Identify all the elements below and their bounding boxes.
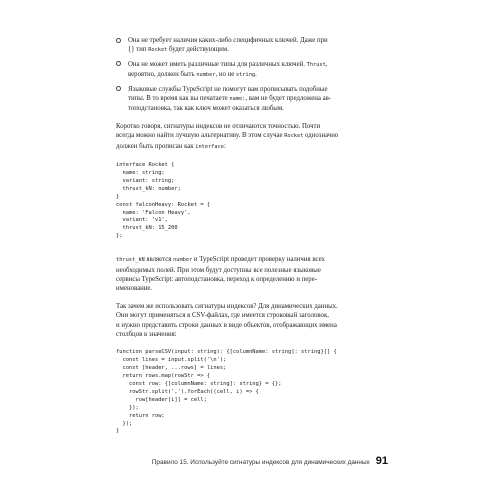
running-footer-title: Правило 15. Используйте сигнатуры индексов для динамических данных bbox=[151, 459, 370, 466]
text-run: вероятно, должен быть bbox=[128, 71, 197, 79]
text-run: Она не может иметь различные типы для различных ключей. bbox=[128, 60, 307, 68]
bullet-item bbox=[116, 85, 388, 114]
inline-code: interface bbox=[195, 143, 224, 150]
text-run: Она не требует наличия каких-либо специфичных ключей. Даже при bbox=[128, 37, 328, 44]
text-run: будет действующим. bbox=[167, 46, 229, 54]
circle-bullet-icon bbox=[116, 86, 121, 91]
page-number: 91 bbox=[375, 455, 388, 467]
book-page bbox=[116, 36, 388, 450]
text-run: однозначно bbox=[303, 132, 339, 140]
bullet-text bbox=[128, 86, 331, 113]
text-run: , bbox=[325, 60, 328, 68]
text-run: именование. bbox=[116, 285, 153, 293]
text-run: Коротко говоря, сигнатуры индексов не отличаются точностью. Почти bbox=[116, 122, 321, 130]
text-run: . bbox=[255, 71, 257, 79]
code-block-interface: interface Rocket { name: string; variant: string; thrust_kN: number; } const falconHeavy: Rocket = { name: 'Falcon Heavy', variant: 'v1', thrust_kN: 15_200 }; bbox=[116, 162, 211, 240]
body-paragraph bbox=[116, 302, 388, 340]
inline-code: thrust_kN bbox=[116, 257, 145, 264]
bullet-text bbox=[128, 37, 328, 53]
inline-code: number bbox=[173, 257, 193, 264]
inline-code: Thrust bbox=[306, 61, 326, 68]
body-paragraph bbox=[116, 255, 388, 294]
page-footer bbox=[142, 455, 388, 467]
code-block-parsecsv: function parseCSV(input: string): {[columnName: string]: string}[] { const lines = input.split('\n'); const [header, ...rows] = lines; return rows.map(rowStr => { const row: {[columnName: string]: string} = {}; rowStr.split(',').forEach((cell, i) => { row[header[i]] = cell; }); return row; }); } bbox=[116, 349, 337, 435]
bullet-text bbox=[128, 61, 328, 78]
text-run: столбцов в значения: bbox=[116, 330, 177, 338]
circle-bullet-icon bbox=[116, 38, 121, 43]
circle-bullet-icon bbox=[116, 61, 121, 66]
text-run: топодстановка, так как ключ может оказаться любым. bbox=[128, 105, 284, 113]
text-run: всегда можно найти лучшую альтернативу. В этом случае bbox=[116, 132, 285, 140]
text-run: типы. В то время как вы печатаете bbox=[128, 95, 230, 103]
text-run: , но не bbox=[215, 71, 236, 79]
text-run: и нужно представить строки данных в виде объектов, отображающих имена bbox=[116, 321, 337, 329]
inline-code: string bbox=[235, 72, 256, 79]
inline-code: Rocket bbox=[148, 47, 168, 54]
text-run: является bbox=[144, 256, 174, 264]
text-run: Они могут применяться в CSV-файлах, где имеется строковый заголовок, bbox=[116, 312, 329, 320]
text-run: необходимых полей. При этом будут доступны все полезные языковые bbox=[116, 266, 321, 274]
text-run: {} bbox=[128, 46, 135, 54]
inline-code: name: bbox=[229, 96, 246, 103]
text-run: тип bbox=[134, 46, 149, 54]
text-run: : bbox=[224, 142, 226, 150]
text-run: , вам не будет предложена ав- bbox=[245, 95, 332, 103]
bullet-list bbox=[116, 36, 388, 114]
inline-code: Rocket bbox=[284, 133, 304, 140]
bullet-item bbox=[116, 60, 388, 81]
inline-code: number bbox=[196, 72, 216, 79]
body-paragraph bbox=[116, 122, 388, 152]
text-run: и TypeScript проведет проверку наличия всех bbox=[192, 256, 325, 264]
text-run: Так зачем же использовать сигнатуры индексов? Для динамических данных. bbox=[116, 302, 338, 310]
bullet-item bbox=[116, 36, 388, 56]
text-run: должен быть прописан как bbox=[116, 142, 196, 150]
text-run: Языковые службы TypeScript не помогут вам прописывать подобные bbox=[128, 85, 328, 93]
text-run: сервисы TypeScript: автоподстановка, переход к определению и пере- bbox=[116, 275, 317, 283]
